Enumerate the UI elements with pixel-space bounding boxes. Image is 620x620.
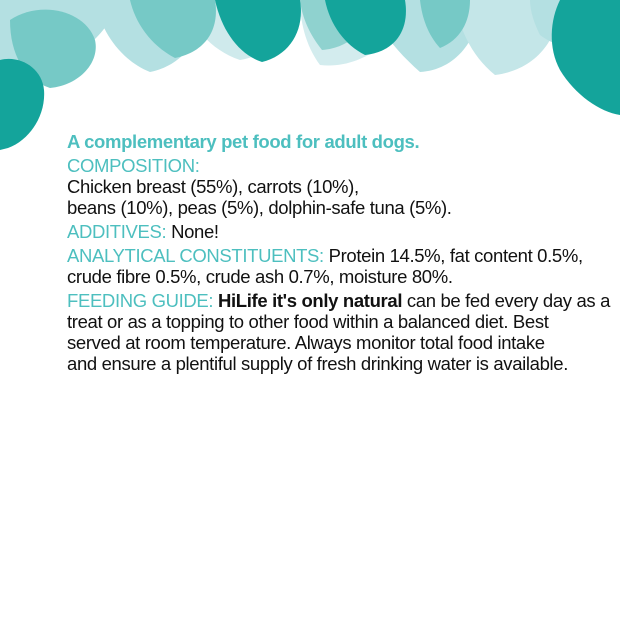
brand-name: HiLife it's only natural <box>218 290 403 311</box>
feeding-line-2: treat or as a topping to other food within a balanced diet. Best <box>67 311 549 332</box>
additives-text: None! <box>171 221 219 242</box>
additives-section <box>67 221 612 242</box>
product-info-panel <box>67 131 612 377</box>
feeding-heading: FEEDING GUIDE: <box>67 290 214 311</box>
feeding-line-1: can be fed every day as a <box>406 290 611 311</box>
leaf-shape <box>552 0 620 115</box>
product-tagline: A complementary pet food for adult dogs. <box>67 131 420 152</box>
composition-heading: COMPOSITION: <box>67 155 200 176</box>
feeding-section <box>67 290 612 374</box>
additives-heading: ADDITIVES: <box>67 221 167 242</box>
analytical-text-1: Protein 14.5%, fat content 0.5%, <box>328 245 583 266</box>
feeding-line-3: served at room temperature. Always monitor total food intake <box>67 332 545 353</box>
feeding-line-4: and ensure a plentiful supply of fresh drinking water is available. <box>67 353 569 374</box>
composition-line-2: beans (10%), peas (5%), dolphin-safe tuna (5%). <box>67 197 452 218</box>
analytical-heading: ANALYTICAL CONSTITUENTS: <box>67 245 324 266</box>
composition-line-1: Chicken breast (55%), carrots (10%), <box>67 176 359 197</box>
analytical-section <box>67 245 612 287</box>
analytical-text-2: crude fibre 0.5%, crude ash 0.7%, moisture 80%. <box>67 266 453 287</box>
composition-section <box>67 155 612 218</box>
decorative-leaves-banner <box>0 0 620 150</box>
